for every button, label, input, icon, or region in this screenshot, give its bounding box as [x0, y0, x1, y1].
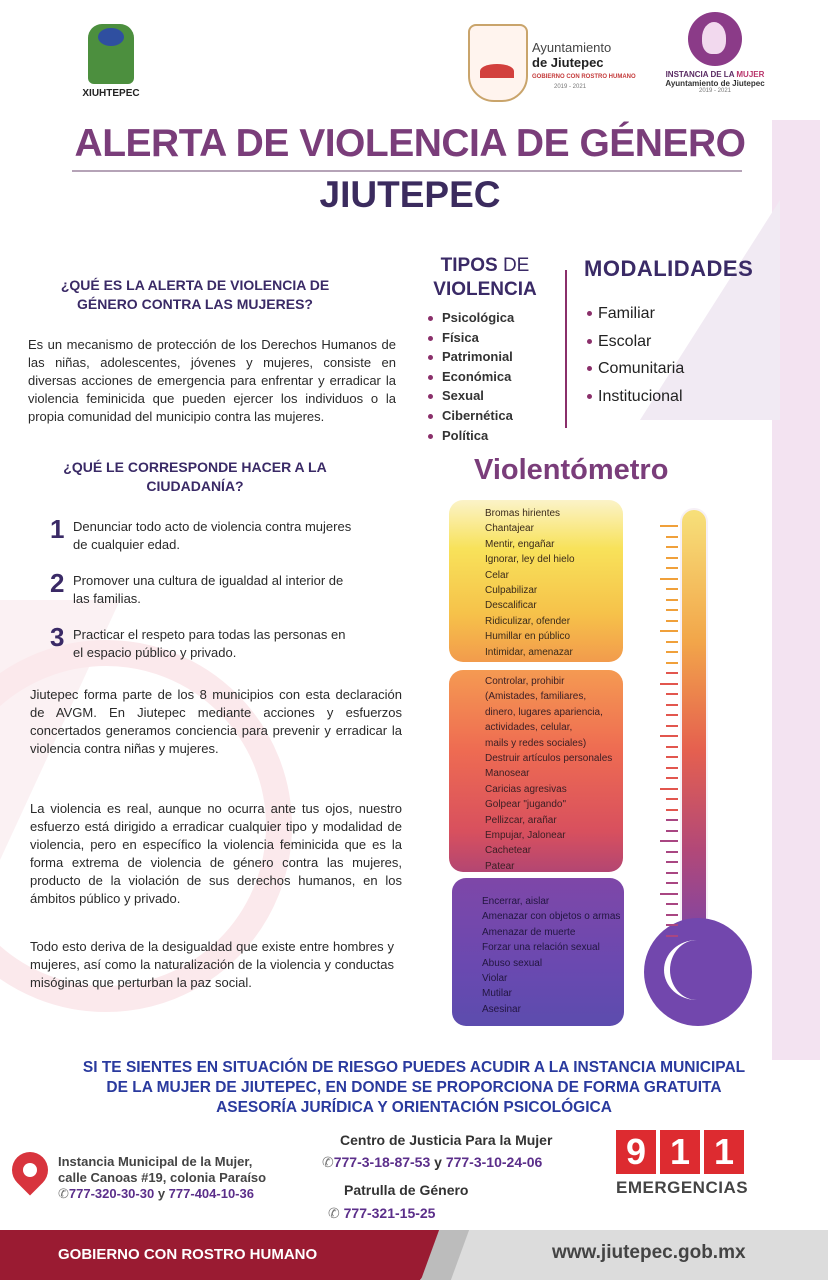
risk-banner — [28, 1058, 800, 1118]
step-text: Promover una cultura de igualdad al interior de las familias. — [73, 573, 344, 606]
list-item — [428, 406, 568, 426]
bullet-icon — [587, 394, 592, 399]
bullet-icon — [587, 311, 592, 316]
step-item — [50, 624, 350, 678]
thermometer-tick — [666, 704, 678, 706]
thermometer-tube — [680, 508, 708, 948]
instancia-years: 2019 - 2021 — [698, 88, 732, 94]
thermometer-tick — [666, 536, 678, 538]
xiuhtepec-logo — [76, 24, 146, 99]
thermometer-tick — [660, 788, 678, 790]
question-citizen-role: ¿QUÉ LE CORRESPONDE HACER A LA CIUDADANÍA? — [63, 459, 327, 494]
column-divider — [565, 270, 567, 428]
modalidades-heading: MODALIDADES — [584, 256, 754, 281]
tipo-label: Patrimonial — [442, 349, 513, 365]
patrulla-genero-title: Patrulla de Género — [344, 1182, 469, 1198]
violentometro-item: Amenazar de muerte — [482, 926, 576, 938]
thermometer-tick — [666, 914, 678, 916]
tipo-label: Cibernética — [442, 407, 513, 423]
modalidad-label: Institucional — [598, 387, 683, 405]
phone-number[interactable]: 777-3-18-87-53 — [333, 1154, 431, 1170]
thermometer-tick — [666, 546, 678, 548]
phone-icon: ✆ — [58, 1187, 69, 1202]
violentometro-item: Cachetear — [485, 845, 532, 857]
thermometer-tick — [666, 777, 678, 779]
risk-line-1: SI TE SIENTES EN SITUACIÓN DE RIESGO PUEDES ACUDIR A LA INSTANCIA MUNICIPAL — [82, 1059, 746, 1076]
thermometer-tick — [666, 567, 678, 569]
step-number: 2 — [50, 568, 65, 598]
thermometer-tick — [666, 756, 678, 758]
thermometer-tick — [666, 693, 678, 695]
centro-justicia-phones — [322, 1154, 602, 1171]
thermometer-tick — [666, 725, 678, 727]
digit: 1 — [660, 1130, 700, 1174]
list-item — [428, 367, 568, 387]
phone-separator: y — [430, 1154, 446, 1170]
list-item — [428, 328, 568, 348]
address-line-1: Instancia Municipal de la Mujer, — [58, 1154, 253, 1169]
violentometro-item: Mutilar — [482, 988, 513, 1000]
thermometer-tick — [666, 672, 678, 674]
modalidad-label: Familiar — [598, 305, 655, 322]
violentometro-item: Celar — [485, 569, 509, 581]
list-item — [587, 383, 767, 411]
thermometer-tick — [666, 662, 678, 664]
thermometer-tick — [666, 651, 678, 653]
risk-line-2: DE LA MUJER DE JIUTEPEC, EN DONDE SE PROPORCIONA DE FORMA GRATUITA — [106, 1079, 722, 1096]
bullet-icon — [428, 434, 433, 439]
thermometer-tick — [666, 588, 678, 590]
inequality-paragraph: Todo esto deriva de la desigualdad que existe entre hombres y mujeres, así como la naturalización de la violencia y conductas misóginas que perturban la paz social. — [30, 939, 394, 990]
address-line-2: calle Canoas #19, colonia Paraíso — [58, 1170, 267, 1185]
violentometro-item: Descalificar — [485, 600, 537, 612]
thermometer-tick — [666, 851, 678, 853]
thermometer-tick — [666, 620, 678, 622]
thermometer-tick — [666, 861, 678, 863]
thermometer-tick — [660, 735, 678, 737]
thermometer-tick — [666, 819, 678, 821]
step-number: 3 — [50, 622, 65, 652]
violentometro-level-1 — [449, 500, 623, 662]
modalidades-list — [587, 300, 767, 410]
list-item — [428, 426, 568, 446]
thermometer-tick — [666, 935, 678, 937]
ayuntamiento-tagline: GOBIERNO CON ROSTRO HUMANO — [532, 74, 636, 80]
violentometro-level-3 — [452, 878, 624, 1026]
instancia-line1 — [660, 70, 770, 79]
thermometer-tick — [660, 578, 678, 580]
thermometer-tick — [666, 872, 678, 874]
violentometro-item: Encerrar, aislar — [482, 896, 550, 907]
bullet-icon — [428, 394, 433, 399]
thermometer-tick — [666, 557, 678, 559]
crest-icon — [468, 24, 528, 102]
list-item — [428, 308, 568, 328]
thermometer-tick — [666, 767, 678, 769]
tipos-violencia-heading — [420, 254, 550, 302]
thermometer-tick — [666, 641, 678, 643]
bullet-icon — [428, 375, 433, 380]
emergency-digits — [616, 1130, 756, 1174]
thermometer-tick — [660, 683, 678, 685]
tipos-violencia-list — [428, 308, 568, 445]
woman-profile-icon — [688, 12, 742, 66]
modalidad-label: Comunitaria — [598, 360, 685, 377]
thermometer-tick — [666, 599, 678, 601]
tipos-word: TIPOS — [440, 255, 498, 276]
step-text: Denunciar todo acto de violencia contra mujeres de cualquier edad. — [73, 519, 352, 552]
violentometro-item: Mentir, engañar — [485, 538, 555, 550]
violence-real-paragraph: La violencia es real, aunque no ocurra ante tus ojos, nuestro esfuerzo está dirigido a erradicar cualquier tipo y modalidad de violencia, pero en específico la violencia feminicida que es la forma extrema de violencia de género contra las mujeres, producto de la violación de sus derechos humanos, en los ámbitos público y privado. — [30, 801, 402, 906]
modalidad-label: Escolar — [598, 332, 652, 350]
thermometer-tick — [660, 840, 678, 842]
step-item — [50, 516, 350, 570]
xiuhtepec-glyph-icon — [88, 24, 134, 84]
violentometro-item: Ignorar, ley del hielo — [485, 554, 575, 566]
list-item — [587, 355, 767, 383]
instancia-line1b: MUJER — [736, 70, 765, 79]
violentometro-item: Chantajear — [485, 523, 534, 535]
bullet-icon — [428, 316, 433, 321]
tipo-label: Psicológica — [442, 310, 515, 325]
list-item — [587, 328, 767, 356]
step-item — [50, 570, 350, 624]
bullet-icon — [587, 339, 592, 344]
violentometro-item: Manosear — [485, 768, 530, 780]
violentometro-item: Ridiculizar, ofender — [485, 615, 571, 627]
violentometro-item: Violar — [482, 973, 508, 985]
phone-number[interactable]: 777-404-10-36 — [168, 1186, 254, 1201]
tipo-label: Económica — [442, 368, 512, 384]
thermometer-tick — [666, 714, 678, 716]
footer-slogan: GOBIERNO CON ROSTRO HUMANO — [58, 1246, 318, 1263]
digit: 1 — [704, 1130, 744, 1174]
phone-number[interactable]: 777-3-10-24-06 — [445, 1154, 543, 1170]
bullet-icon — [428, 355, 433, 360]
violentometro-title: Violentómetro — [474, 454, 669, 486]
violentometro-item: Patear — [485, 860, 515, 872]
ayuntamiento-years: 2019 - 2021 — [554, 84, 587, 90]
avgm-paragraph: Jiutepec forma parte de los 8 municipios con esta declaración de AVGM. En Jiutepec mediante acciones y esfuerzos concertados generamos conciencia para prevenir y erradicar la violencia contra niñas y mujeres. — [30, 687, 402, 756]
violentometro-item: Forzar una relación sexual — [482, 942, 600, 954]
emergency-911-logo — [616, 1130, 756, 1198]
violentometro-item: (Amistades, familiares, — [485, 691, 587, 703]
xiuhtepec-label: XIUHTEPEC — [82, 88, 140, 99]
location-pin-icon — [5, 1145, 56, 1196]
violentometro-item: actividades, celular, — [485, 722, 573, 734]
bullet-icon — [587, 366, 592, 371]
tipo-label: Política — [442, 427, 489, 443]
thermometer-tick — [666, 746, 678, 748]
violentometro-item: Bromas hirientes — [485, 508, 561, 519]
risk-line-3: ASESORÍA JURÍDICA Y ORIENTACIÓN PSICOLÓGICA — [216, 1099, 612, 1116]
thermometer-tick — [666, 798, 678, 800]
footer-website-link[interactable]: www.jiutepec.gob.mx — [552, 1242, 746, 1263]
violentometro-item: dinero, lugares apariencia, — [485, 706, 603, 718]
list-item — [587, 300, 767, 328]
ayuntamiento-line2: de Jiutepec — [532, 55, 604, 70]
violentometro-item: Abuso sexual — [482, 957, 543, 969]
ayuntamiento-logo — [468, 24, 638, 100]
violentometro-item: Golpear "jugando" — [485, 799, 567, 811]
instancia-line2: Ayuntamiento de Jiutepec — [665, 79, 765, 88]
thermometer-tick — [666, 830, 678, 832]
violencia-word: VIOLENCIA — [433, 279, 537, 300]
instancia-mujer-logo — [660, 12, 770, 94]
thermometer-bulb — [644, 918, 752, 1026]
tipo-label: Sexual — [442, 388, 484, 404]
phone-icon: ✆ — [328, 1206, 340, 1222]
bullet-icon — [428, 336, 433, 341]
question-what-is-alert: ¿QUÉ ES LA ALERTA DE VIOLENCIA DE GÉNERO CONTRA LAS MUJERES? — [60, 277, 330, 312]
violentometro-item: mails y redes sociales) — [485, 737, 587, 749]
phone-number[interactable]: 777-321-15-25 — [343, 1205, 436, 1221]
bullet-icon — [428, 414, 433, 419]
page-subtitle: JIUTEPEC — [319, 174, 501, 215]
thermometer-tick — [660, 525, 678, 527]
violentometro-item: Empujar, Jalonear — [485, 830, 566, 842]
thermometer-tick — [666, 924, 678, 926]
thermometer-tick — [666, 882, 678, 884]
de-word: DE — [502, 255, 530, 276]
patrulla-genero-phone — [328, 1205, 568, 1222]
phone-separator: y — [154, 1186, 169, 1201]
tipo-label: Física — [442, 329, 479, 345]
title-divider — [72, 170, 742, 172]
violentometro-item: Caricias agresivas — [485, 783, 567, 795]
thermometer-tick — [666, 609, 678, 611]
instancia-address — [58, 1154, 310, 1203]
phone-number[interactable]: 777-320-30-30 — [68, 1186, 155, 1201]
violentometro-item: Culpabilizar — [485, 585, 538, 597]
page-title: ALERTA DE VIOLENCIA DE GÉNERO — [74, 122, 746, 165]
violentometro-item: Controlar, prohibir — [485, 676, 565, 687]
instancia-line1a: INSTANCIA DE LA — [665, 70, 737, 79]
thermometer-tick — [666, 903, 678, 905]
list-item — [428, 347, 568, 367]
phone-icon: ✆ — [322, 1155, 334, 1171]
violentometro-item: Amenazar con objetos o armas — [482, 911, 621, 923]
digit: 9 — [616, 1130, 656, 1174]
emergency-label: EMERGENCIAS — [616, 1178, 749, 1197]
thermometer-tick — [660, 893, 678, 895]
step-text: Practicar el respeto para todas las personas en el espacio público y privado. — [73, 627, 346, 660]
step-number: 1 — [50, 514, 65, 544]
violentometro-item: Humillar en público — [485, 631, 571, 643]
violentometro-item: Destruir artículos personales — [485, 753, 613, 765]
list-item — [428, 386, 568, 406]
violentometro-item: Pellizcar, arañar — [485, 814, 557, 826]
violentometro-item: Intimidar, amenazar — [485, 646, 573, 658]
thermometer-tick — [660, 630, 678, 632]
violentometro-item: Asesinar — [482, 1003, 521, 1015]
ayuntamiento-line1: Ayuntamiento — [532, 40, 612, 55]
citizen-steps-list — [50, 516, 350, 678]
alert-definition-paragraph: Es un mecanismo de protección de los Derechos Humanos de las niñas, adolescentes, jóvenes y mujeres, consiste en diversas acciones de emergencia para enfrentar y erradicar la violencia feminicida que pueden ejercer los individuos o la propia comunidad del municipio contra las mujeres. — [28, 337, 396, 424]
thermometer-tick — [666, 809, 678, 811]
address-phones — [58, 1186, 310, 1203]
violentometro-level-2 — [449, 670, 623, 872]
centro-justicia-title: Centro de Justicia Para la Mujer — [340, 1132, 553, 1148]
